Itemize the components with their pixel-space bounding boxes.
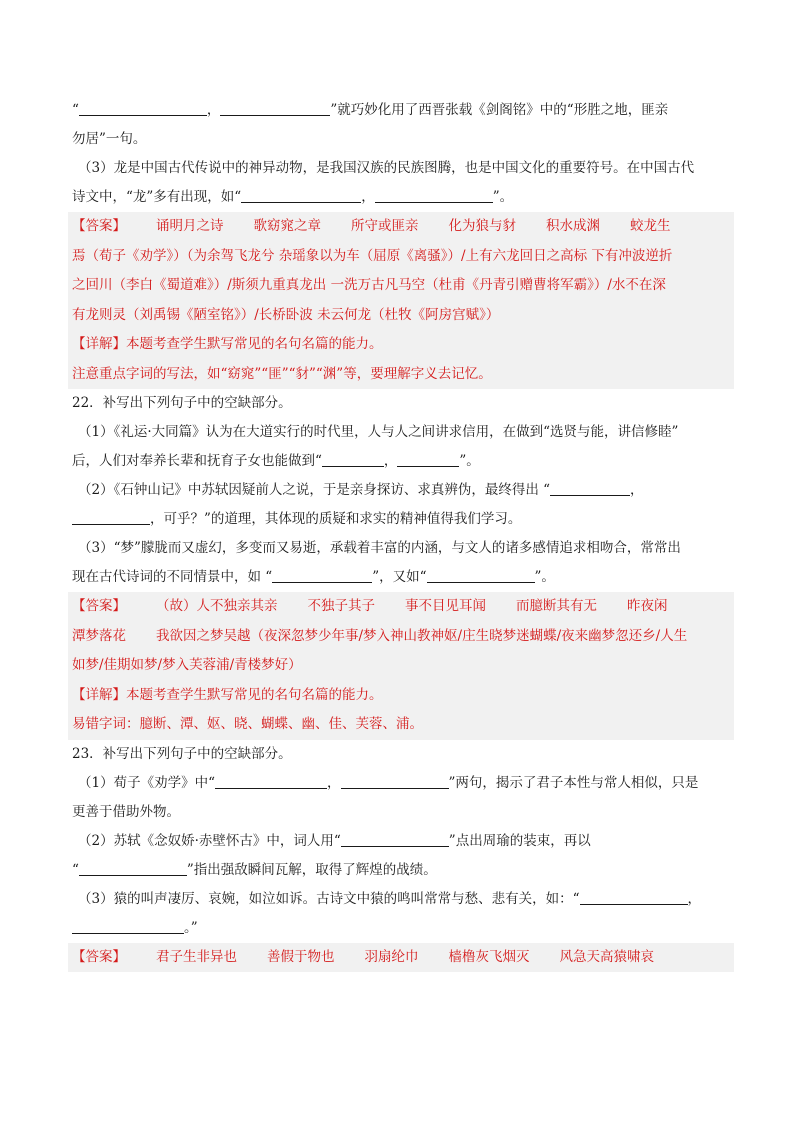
q21-answer-line2: 焉（荀子《劝学》）（为余驾飞龙兮 杂瑶象以为车（屈原《离骚》）/上有六龙回日之高标 下有冲波逆折 bbox=[72, 247, 673, 264]
answer-label: 【答案】 bbox=[72, 218, 126, 234]
q21-answer-block bbox=[68, 212, 734, 389]
q23-part2-line1: （2）苏轼《念奴娇·赤壁怀古》中，词人用“ ”点出周瑜的装束，再以 bbox=[78, 832, 591, 849]
fill-blank bbox=[72, 919, 184, 934]
q22-answer-line3: 如梦/佳期如梦/梦入芙蓉浦/青楼梦好） bbox=[72, 657, 302, 673]
fill-blank bbox=[341, 832, 449, 847]
fill-blank bbox=[79, 101, 207, 116]
fill-blank bbox=[215, 774, 327, 789]
q23-part3-line2: 。” bbox=[72, 914, 730, 943]
q21-answer-line3: 之回川（李白《蜀道难》）/斯须九重真龙出 一洗万古凡马空（杜甫《丹青引赠曹将军霸》）/水不在深 bbox=[72, 277, 666, 293]
fill-blank bbox=[397, 452, 459, 467]
q22-note: 易错字词：臆断、潭、妪、晓、蝴蝶、幽、佳、芙蓉、浦。 bbox=[72, 716, 423, 732]
q21-detail: 【详解】本题考查学生默写常见的名句名篇的能力。 bbox=[72, 336, 383, 352]
q22-part3-line2: 现在古代诗词的不同情景中，如 “ ”，又如“ ”。 bbox=[72, 569, 555, 585]
fill-blank bbox=[220, 101, 330, 116]
q21-part3-line2: 诗文中，“龙”多有出现，如“ ， ”。 bbox=[72, 189, 514, 205]
q23-answer-block bbox=[68, 943, 734, 973]
q21-note: 注意重点字词的写法，如“窈窕”“匪”“豺”“渊”等，要理解字义去记忆。 bbox=[72, 365, 492, 382]
q23-part2-line2: “ ”指出强敌瞬间瓦解，取得了辉煌的战绩。 bbox=[72, 861, 437, 878]
q23-answer-line1: 【答案】 君子生非异也 善假于物也 羽扇纶巾 樯橹灰飞烟灭 风急天高猿啸哀 bbox=[72, 948, 654, 965]
fill-blank bbox=[427, 568, 535, 583]
answer-label: 【答案】 bbox=[72, 598, 126, 614]
q22-title: 22．补写出下列句子中的空缺部分。 bbox=[72, 395, 292, 411]
q22-part1-line1: （1）《礼运·大同篇》认为在大道实行的时代里，人与人之间讲求信用，在做到“选贤与能，讲信修睦” bbox=[78, 424, 679, 440]
q22-part2-line2: ，可乎？”的道理，其体现的质疑和求实的精神值得我们学习。 bbox=[72, 505, 730, 534]
q22-part1-line2: 后，人们对奉养长辈和抚育子女也能做到“ ， ”。 bbox=[72, 453, 480, 469]
q23-title: 23．补写出下列句子中的空缺部分。 bbox=[72, 745, 292, 762]
q21-line2: 勿居”一句。 bbox=[72, 131, 147, 147]
q22-answer-line2: 潭梦落花 我欲因之梦吴越（夜深忽梦少年事/梦入神山教神妪/庄生晓梦迷蝴蝶/夜来幽梦忽还乡/人生 bbox=[72, 627, 688, 644]
detail-label: 【详解】 bbox=[72, 686, 126, 703]
q21-part3-line1: （3）龙是中国古代传说中的神异动物，是我国汉族的民族图腾，也是中国文化的重要符号。在中国古代 bbox=[78, 160, 695, 176]
answer-label: 【答案】 bbox=[72, 948, 126, 965]
fill-blank bbox=[72, 510, 150, 525]
q23-part1-line2: 更善于借助外物。 bbox=[72, 803, 180, 820]
fill-blank bbox=[580, 890, 688, 905]
q22-detail: 【详解】本题考查学生默写常见的名句名篇的能力。 bbox=[72, 686, 383, 703]
q22-answer-line1: 【答案】 （故）人不独亲其亲 不独子其子 事不目见耳闻 而臆断其有无 昨夜闲 bbox=[72, 598, 668, 614]
fill-blank bbox=[322, 452, 384, 467]
q21-line1: “ ， ”就巧妙化用了西晋张载《剑阁铭》中的“形胜之地，匪亲 bbox=[72, 102, 669, 118]
fill-blank bbox=[241, 188, 361, 203]
detail-label: 【详解】 bbox=[72, 336, 126, 352]
q23-part1-line1: （1）荀子《劝学》中“ ， ”两句，揭示了君子本性与常人相似，只是 bbox=[78, 774, 699, 791]
q22-answer-block bbox=[68, 592, 734, 740]
fill-blank bbox=[550, 481, 630, 496]
fill-blank bbox=[341, 774, 449, 789]
q23-part3-line1: （3）猿的叫声凄厉、哀婉，如泣如诉。古诗文中猿的鸣叫常常与愁、悲有关，如：“ ， bbox=[78, 890, 701, 907]
q21-answer-line1: 【答案】 诵明月之诗 歌窈窕之章 所守或匪亲 化为狼与豺 积水成渊 蛟龙生 bbox=[72, 218, 671, 234]
q22-part2-line1: （2）《石钟山记》中苏轼因疑前人之说，于是亲身探访、求真辨伪，最终得出 “ ， bbox=[78, 482, 644, 498]
fill-blank bbox=[375, 188, 493, 203]
fill-blank bbox=[79, 861, 187, 876]
document-page bbox=[72, 96, 730, 972]
q22-part3-line1: （3）“梦”朦胧而又虚幻，多变而又易逝，承载着丰富的内涵，与文人的诸多感情追求相吻合，常常出 bbox=[78, 540, 681, 556]
q21-answer-line4: 有龙则灵（刘禹锡《陋室铭》）/长桥卧波 未云何龙（杜牧《阿房宫赋》） bbox=[72, 306, 500, 323]
fill-blank bbox=[272, 568, 372, 583]
